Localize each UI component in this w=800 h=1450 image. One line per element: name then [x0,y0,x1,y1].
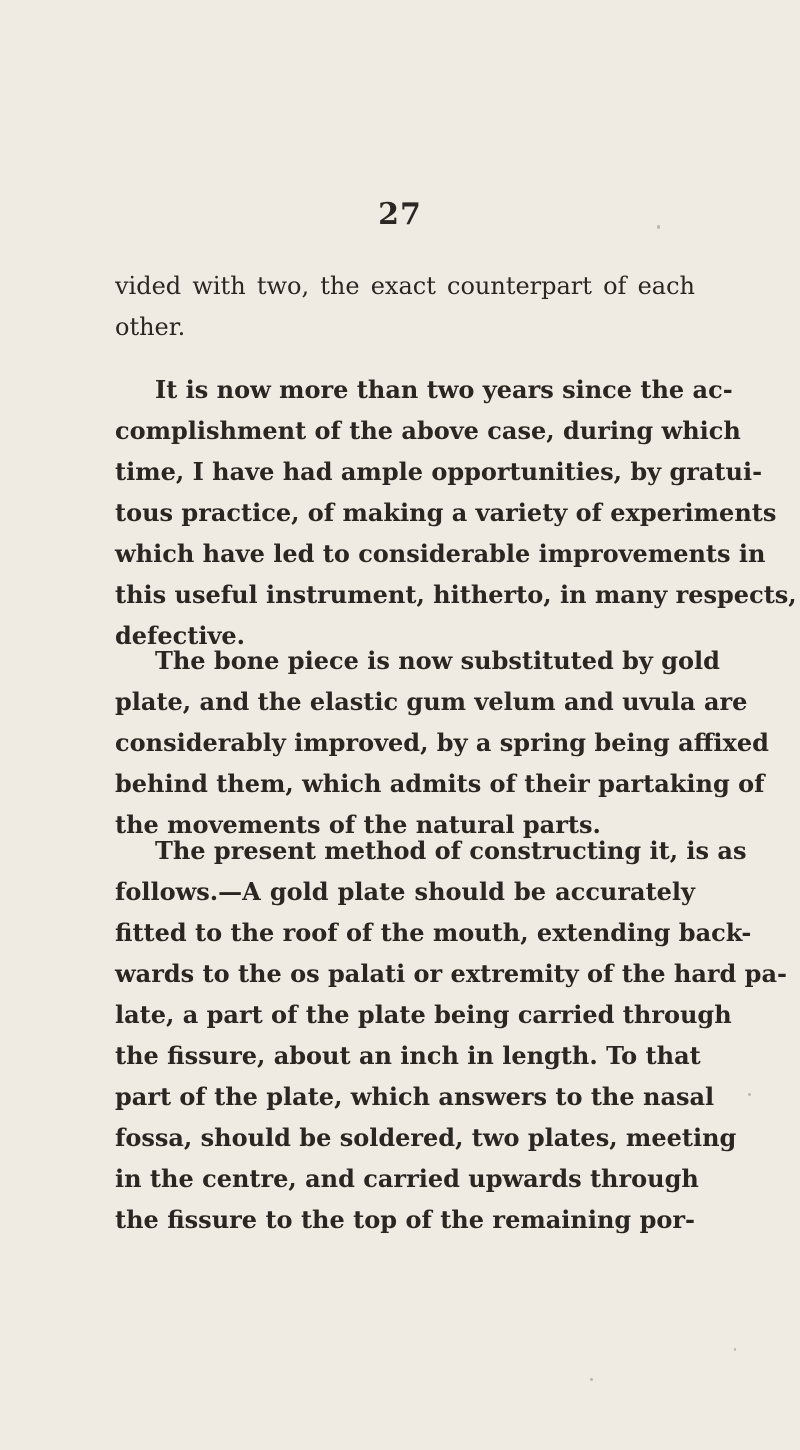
text-line: wards to the os palati or extremity of the hard pa- [115,959,787,988]
paragraph-4 [115,830,787,1240]
paper-speck [748,1093,751,1096]
text-line: defective. [115,621,246,650]
text-line: tous practice, of making a variety of experiments [115,498,777,527]
text-line: late, a part of the plate being carried through [115,1000,732,1029]
paragraph-2 [115,369,797,656]
text-line: part of the plate, which answers to the nasal [115,1082,715,1111]
text-line: The present method of constructing it, is as [155,836,747,865]
text-line: the fissure to the top of the remaining por- [115,1205,695,1234]
text-line: follows.—A gold plate should be accurately [115,877,695,906]
text-line: in the centre, and carried upwards through [115,1164,699,1193]
paragraph-1 [115,266,695,348]
text-line: It is now more than two years since the ac- [155,375,733,404]
text-line: the fissure, about an inch in length. To that [115,1041,701,1070]
text-line: other. [115,313,186,341]
paragraph-3 [115,640,769,845]
text-line: fossa, should be soldered, two plates, meeting [115,1123,737,1152]
text-line: fitted to the roof of the mouth, extending back- [115,918,752,947]
text-line: the movements of the natural parts. [115,810,601,839]
text-line: which have led to considerable improvements in [115,539,766,568]
text-line: behind them, which admits of their partaking of [115,769,765,798]
text-line: complishment of the above case, during which [115,416,741,445]
paper-speck [590,1378,593,1381]
text-line: this useful instrument, hitherto, in many respects, [115,580,797,609]
paper-speck [734,1348,736,1351]
text-line: plate, and the elastic gum velum and uvula are [115,687,748,716]
text-line: The bone piece is now substituted by gold [155,646,720,675]
text-line: vided with two, the exact counterpart of each [115,272,695,300]
page-number: 27 [378,197,422,232]
text-line: considerably improved, by a spring being affixed [115,728,769,757]
text-line: time, I have had ample opportunities, by gratui- [115,457,763,486]
